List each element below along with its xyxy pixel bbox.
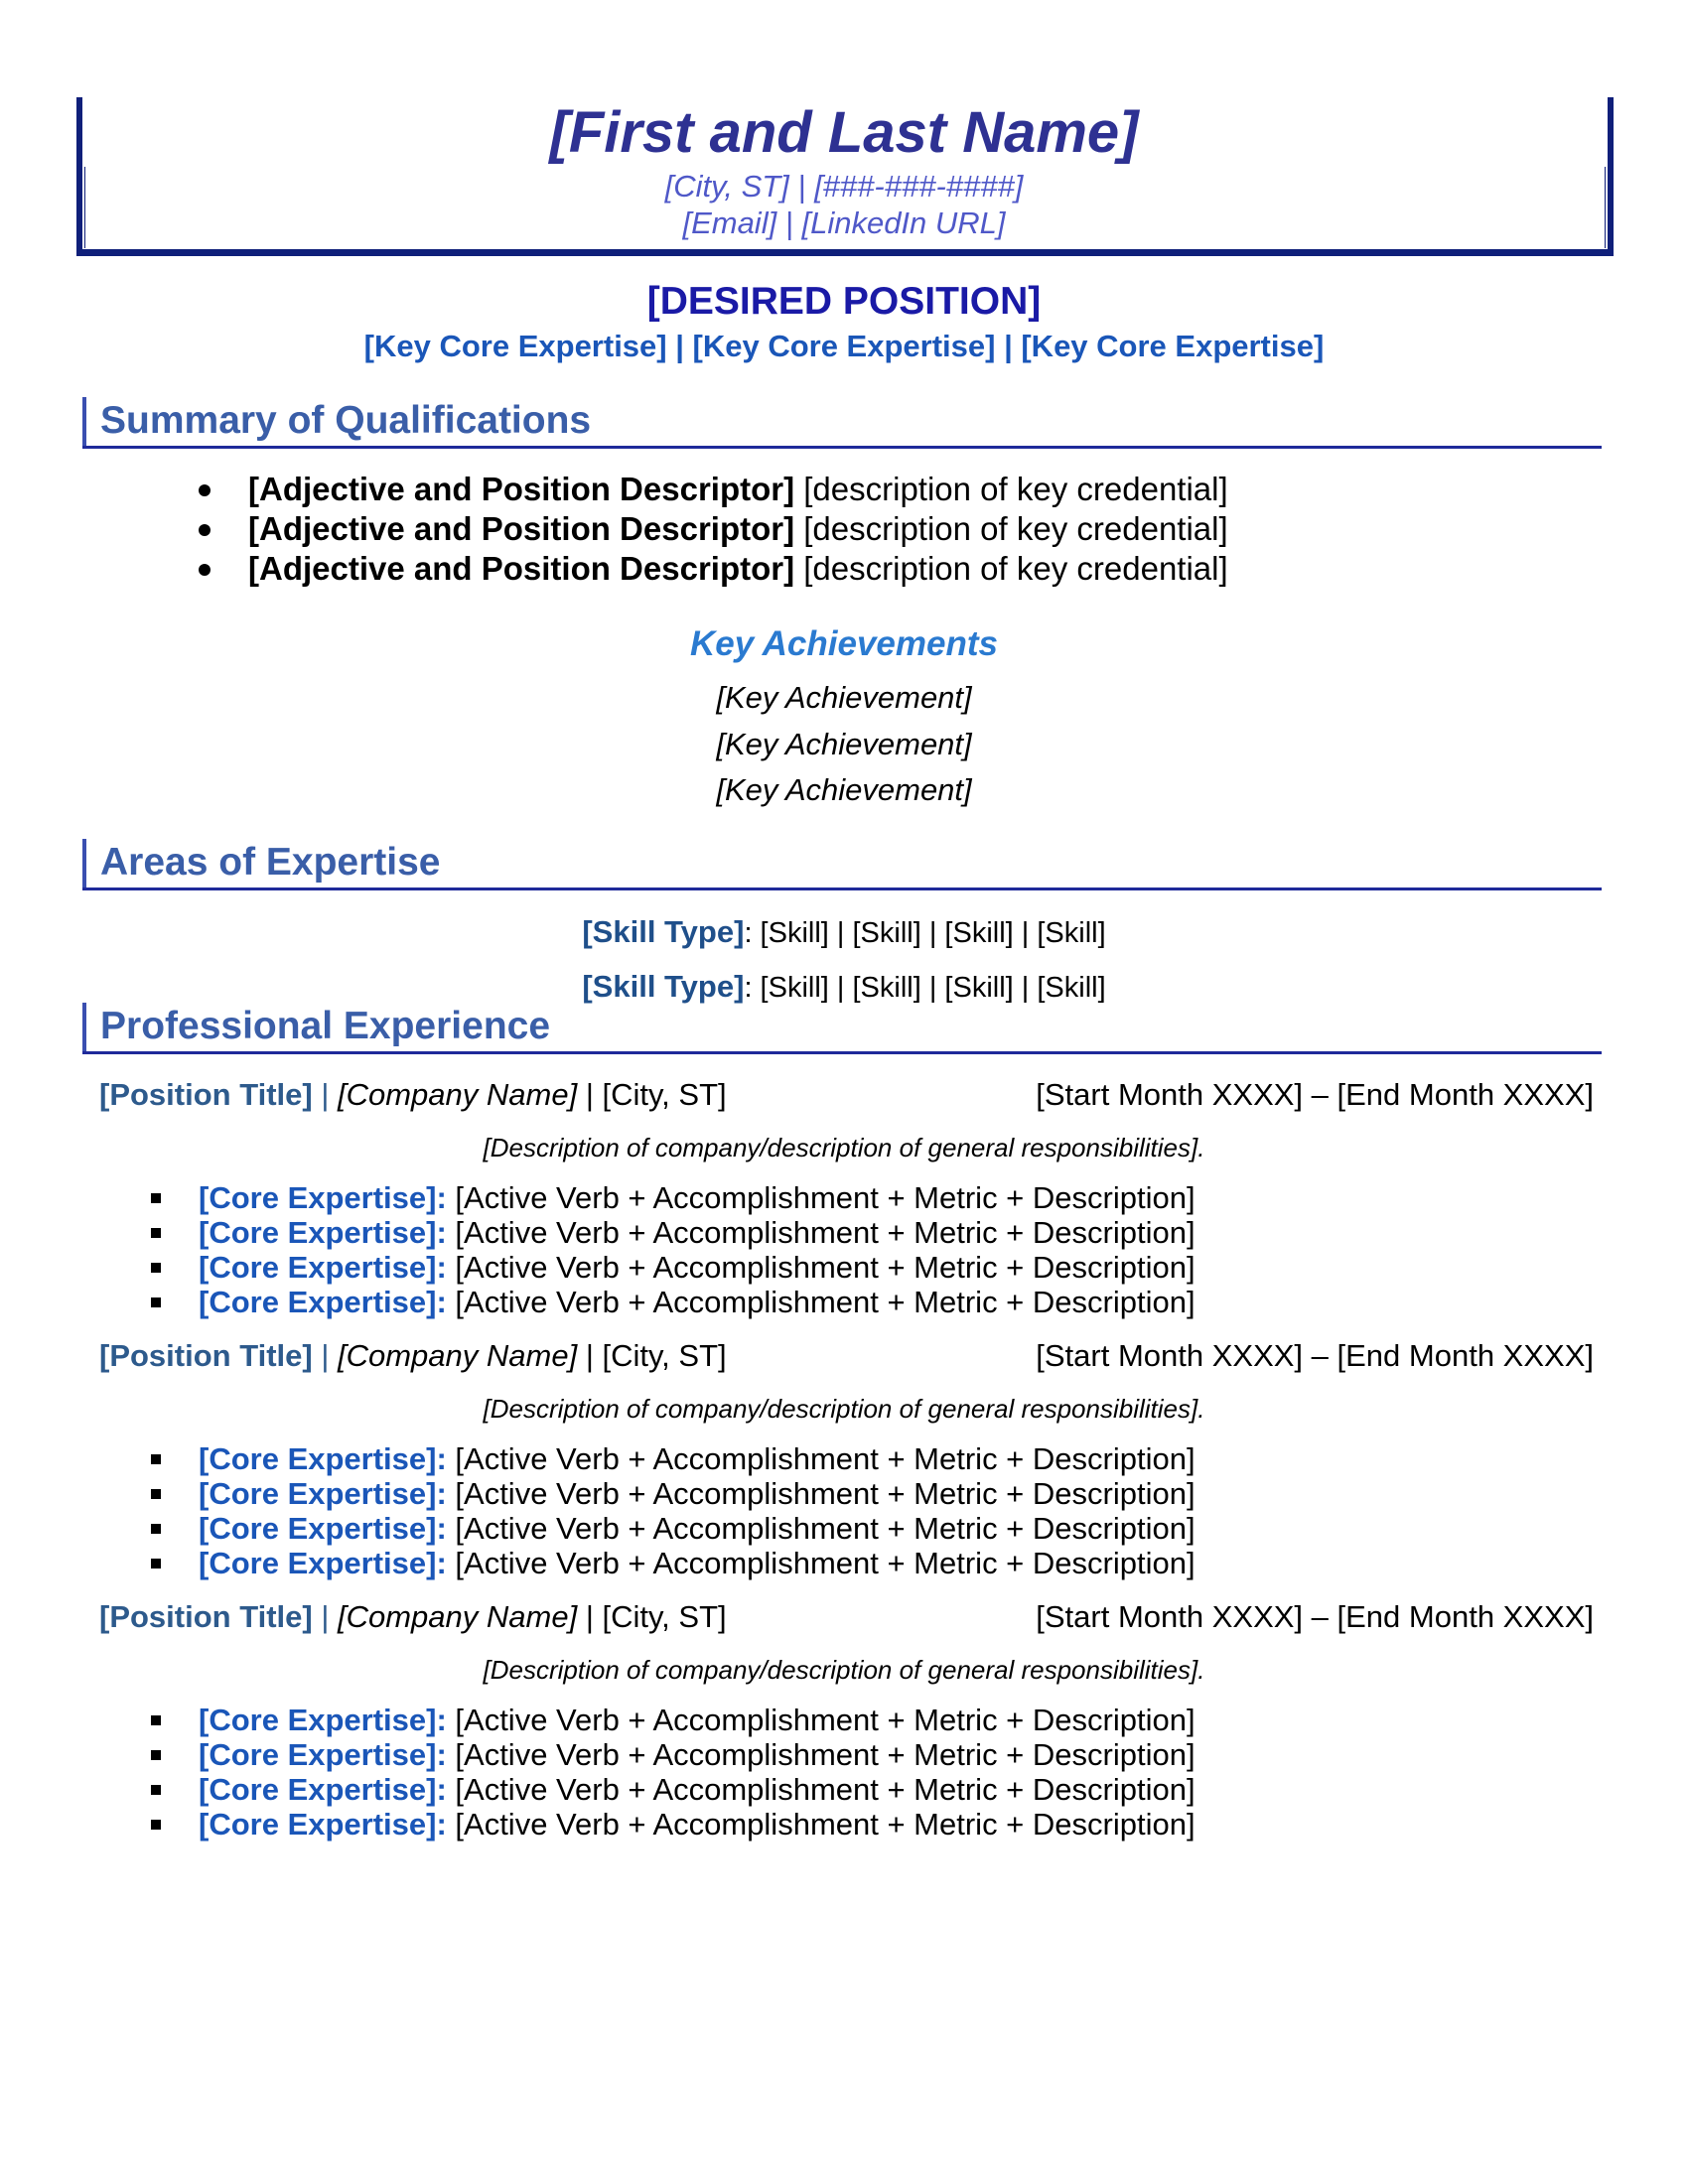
position-title: [Position Title] — [99, 1077, 313, 1112]
core-expertise-label: [Core Expertise]: — [199, 1285, 447, 1319]
accomplishment: [Active Verb + Accomplishment + Metric + Description] — [446, 1215, 1196, 1250]
core-expertise-label: [Core Expertise]: — [199, 1180, 447, 1215]
job-bullet-text — [199, 1215, 1196, 1250]
section-rule — [82, 446, 1602, 449]
summary-item-description: [description of key credential] — [794, 510, 1228, 547]
bullet-square-icon — [151, 1489, 161, 1499]
core-expertise-label: [Core Expertise]: — [199, 1511, 447, 1546]
job-description: [Description of company/description of general responsibilities]. — [483, 1394, 1205, 1424]
core-expertise-label: [Core Expertise]: — [199, 1772, 447, 1807]
job-header — [99, 1076, 1594, 1114]
bullet-square-icon — [151, 1263, 161, 1273]
summary-item-descriptor: [Adjective and Position Descriptor] — [248, 550, 795, 587]
title-separator: | — [312, 1338, 338, 1373]
core-expertise-label: [Core Expertise]: — [199, 1807, 447, 1842]
bullet-square-icon — [151, 1524, 161, 1534]
core-expertise-label: [Core Expertise]: — [199, 1476, 447, 1511]
job-bullet-text — [199, 1511, 1196, 1546]
bullet-square-icon — [151, 1454, 161, 1464]
job-bullet-text — [199, 1180, 1196, 1215]
key-achievement-item: [Key Achievement] — [716, 772, 972, 807]
bullet-square-icon — [151, 1297, 161, 1307]
bullet-square-icon — [151, 1559, 161, 1569]
job-bullet-text — [199, 1285, 1196, 1319]
accomplishment: [Active Verb + Accomplishment + Metric + Description] — [446, 1250, 1196, 1285]
bullet-square-icon — [151, 1785, 161, 1795]
accomplishment: [Active Verb + Accomplishment + Metric + Description] — [446, 1511, 1196, 1546]
job-bullet-text — [199, 1737, 1196, 1772]
section-title: Summary of Qualifications — [100, 399, 592, 442]
accomplishment: [Active Verb + Accomplishment + Metric + Description] — [446, 1441, 1196, 1476]
summary-item-descriptor: [Adjective and Position Descriptor] — [248, 471, 795, 507]
candidate-name: [First and Last Name] — [549, 100, 1139, 165]
bullet-dot-icon — [199, 564, 211, 576]
accomplishment: [Active Verb + Accomplishment + Metric + Description] — [446, 1703, 1196, 1737]
job-header — [99, 1337, 1594, 1375]
job-dates: [Start Month XXXX] – [End Month XXXX] — [1036, 1338, 1594, 1373]
summary-item-text — [248, 470, 1228, 509]
section-rule — [82, 1051, 1602, 1054]
accomplishment: [Active Verb + Accomplishment + Metric + Description] — [446, 1737, 1196, 1772]
accomplishment: [Active Verb + Accomplishment + Metric + Description] — [446, 1807, 1196, 1842]
bullet-dot-icon — [199, 524, 211, 536]
header-border-bottom — [76, 249, 1614, 256]
key-achievements-title: Key Achievements — [690, 624, 998, 663]
summary-item-text — [248, 549, 1228, 589]
key-core-expertise-line: [Key Core Expertise] | [Key Core Expertise] | [Key Core Expertise] — [363, 329, 1325, 363]
key-achievement-item: [Key Achievement] — [716, 680, 972, 715]
section-areas-of-expertise — [82, 839, 1602, 890]
bullet-square-icon — [151, 1715, 161, 1725]
job-bullet-text — [199, 1476, 1196, 1511]
summary-item-descriptor: [Adjective and Position Descriptor] — [248, 510, 795, 547]
skill-list: : [Skill] | [Skill] | [Skill] | [Skill] — [744, 972, 1106, 1004]
section-rule — [82, 887, 1602, 890]
company-name: [Company Name] — [337, 1077, 578, 1112]
skill-line — [0, 968, 1688, 1007]
job-bullet-text — [199, 1807, 1196, 1842]
summary-item-description: [description of key credential] — [794, 550, 1228, 587]
section-summary-of-qualifications — [82, 397, 1602, 449]
job-bullet-text — [199, 1250, 1196, 1285]
bullet-square-icon — [151, 1820, 161, 1830]
bullet-dot-icon — [199, 484, 211, 496]
job-header — [99, 1598, 1594, 1636]
section-professional-experience — [82, 1003, 1602, 1054]
key-achievement-item: [Key Achievement] — [716, 727, 972, 761]
company-name: [Company Name] — [337, 1599, 578, 1634]
summary-item-description: [description of key credential] — [794, 471, 1228, 507]
title-separator: | — [312, 1599, 338, 1634]
bullet-square-icon — [151, 1750, 161, 1760]
skill-type: [Skill Type] — [582, 914, 745, 949]
company-name: [Company Name] — [337, 1338, 578, 1373]
core-expertise-label: [Core Expertise]: — [199, 1441, 447, 1476]
accomplishment: [Active Verb + Accomplishment + Metric + Description] — [446, 1546, 1196, 1580]
job-dates: [Start Month XXXX] – [End Month XXXX] — [1036, 1077, 1594, 1112]
core-expertise-label: [Core Expertise]: — [199, 1737, 447, 1772]
bullet-square-icon — [151, 1193, 161, 1203]
job-dates: [Start Month XXXX] – [End Month XXXX] — [1036, 1599, 1594, 1634]
skill-type: [Skill Type] — [582, 969, 745, 1004]
section-title: Areas of Expertise — [100, 841, 441, 884]
job-bullet-text — [199, 1546, 1196, 1580]
skill-list: : [Skill] | [Skill] | [Skill] | [Skill] — [744, 917, 1106, 949]
accomplishment: [Active Verb + Accomplishment + Metric + Description] — [446, 1285, 1196, 1319]
job-bullet-text — [199, 1772, 1196, 1807]
job-bullet-text — [199, 1703, 1196, 1737]
core-expertise-label: [Core Expertise]: — [199, 1215, 447, 1250]
position-title: [Position Title] — [99, 1338, 313, 1373]
job-location: | [City, ST] — [577, 1077, 727, 1112]
job-location: | [City, ST] — [577, 1599, 727, 1634]
core-expertise-label: [Core Expertise]: — [199, 1250, 447, 1285]
contact-line-email-linkedin: [Email] | [LinkedIn URL] — [682, 205, 1006, 240]
position-title: [Position Title] — [99, 1599, 313, 1634]
skill-line — [0, 913, 1688, 952]
job-description: [Description of company/description of general responsibilities]. — [483, 1133, 1205, 1162]
contact-line-location-phone: [City, ST] | [###-###-####] — [664, 169, 1024, 204]
accomplishment: [Active Verb + Accomplishment + Metric + Description] — [446, 1772, 1196, 1807]
section-title: Professional Experience — [100, 1005, 551, 1047]
desired-position: [DESIRED POSITION] — [646, 280, 1042, 323]
core-expertise-label: [Core Expertise]: — [199, 1546, 447, 1580]
section-accent-bar — [82, 397, 86, 449]
section-accent-bar — [82, 1003, 86, 1054]
title-separator: | — [312, 1077, 338, 1112]
job-bullet-text — [199, 1441, 1196, 1476]
accomplishment: [Active Verb + Accomplishment + Metric + Description] — [446, 1476, 1196, 1511]
section-accent-bar — [82, 839, 86, 890]
job-description: [Description of company/description of general responsibilities]. — [483, 1655, 1205, 1685]
core-expertise-label: [Core Expertise]: — [199, 1703, 447, 1737]
accomplishment: [Active Verb + Accomplishment + Metric + Description] — [446, 1180, 1196, 1215]
summary-item-text — [248, 509, 1228, 549]
bullet-square-icon — [151, 1228, 161, 1238]
job-location: | [City, ST] — [577, 1338, 727, 1373]
